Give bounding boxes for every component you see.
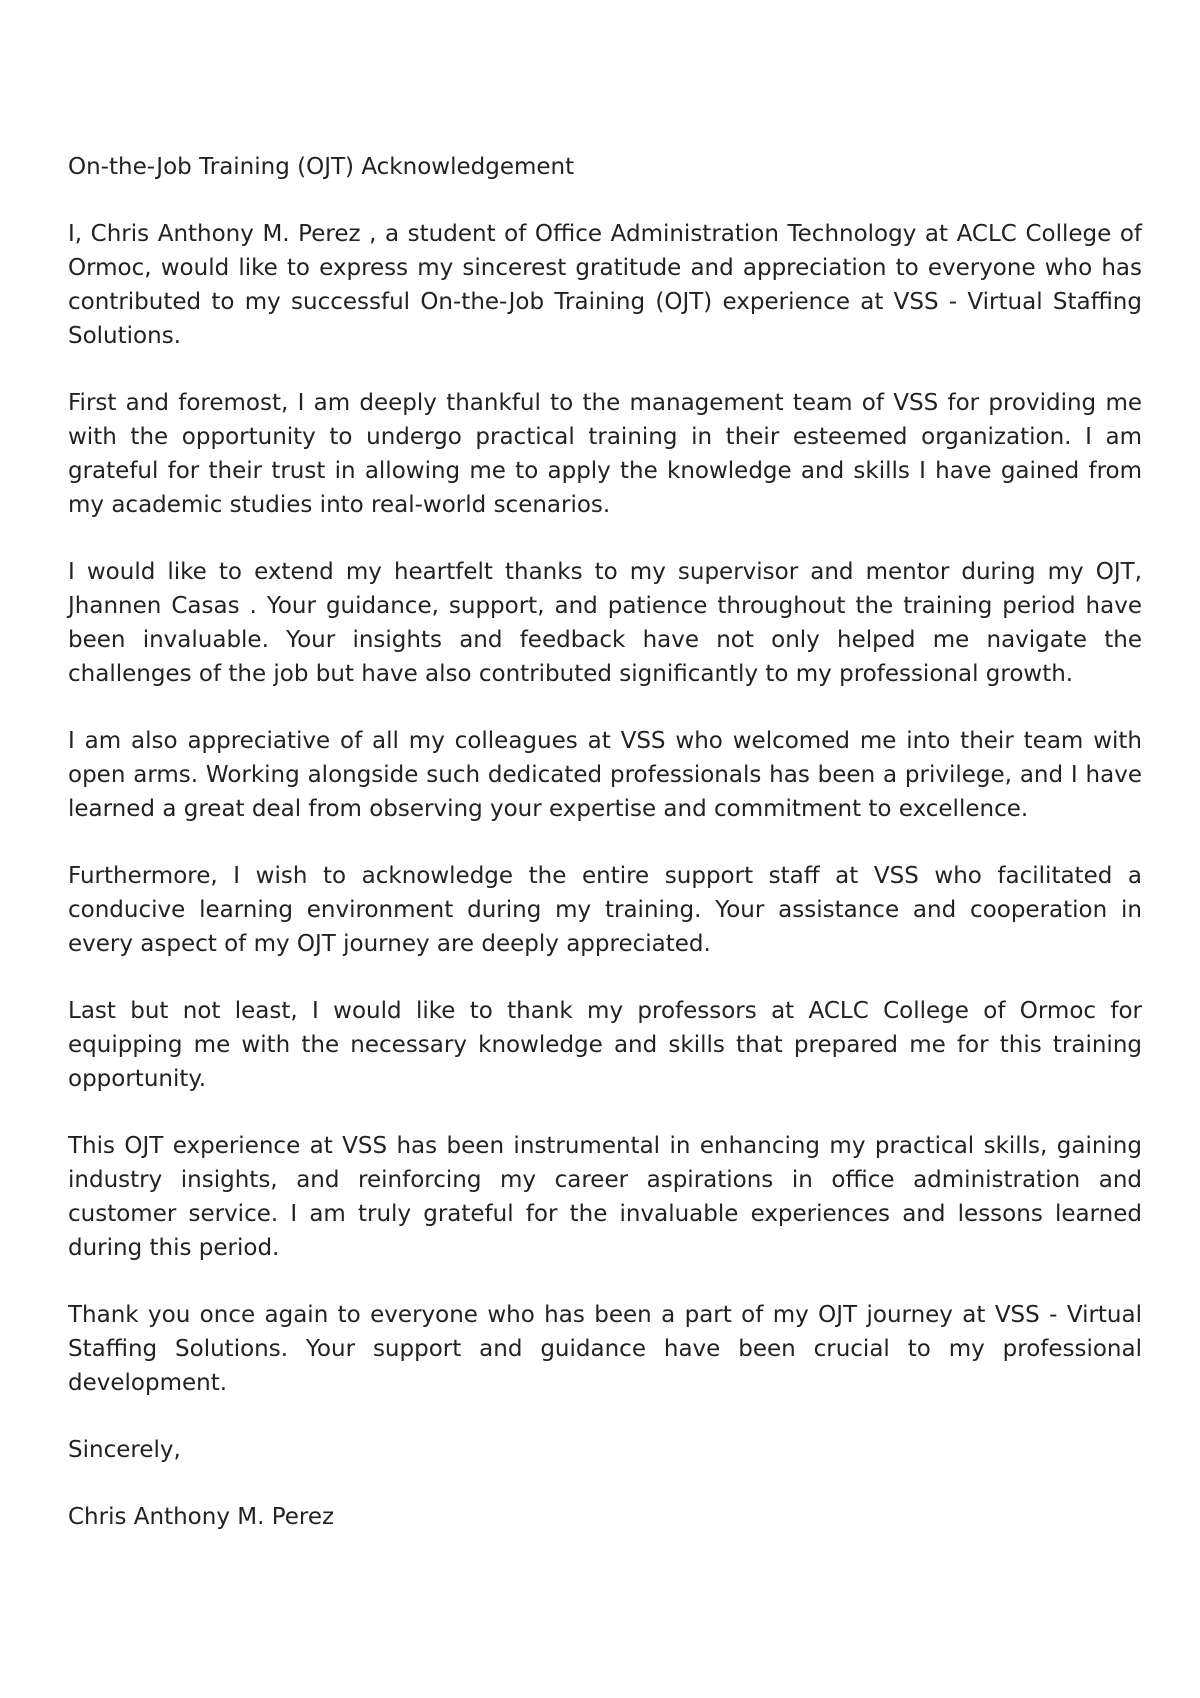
paragraph-support-staff-thanks: Furthermore, I wish to acknowledge the entire support staff at VSS who facilitated a conducive learning environment during my training. Your assistance and cooperation in every aspect of my OJT journey are deeply appreciated. (68, 863, 1142, 957)
paragraph-supervisor-thanks: I would like to extend my heartfelt thanks to my supervisor and mentor during my OJT, Jhannen Casas . Your guidance, support, and patience throughout the training period have been invaluable. Your insights and feedback have not only helped me navigate the challenges of the job but have also contributed significantly to my professional growth. (68, 559, 1142, 687)
paragraph-colleagues-thanks: I am also appreciative of all my colleagues at VSS who welcomed me into their team with open arms. Working alongside such dedicated professionals has been a privilege, and I have learned a great deal from observing your expertise and commitment to excellence. (68, 728, 1142, 822)
letter-body (68, 150, 1142, 1534)
paragraph-experience-summary: This OJT experience at VSS has been instrumental in enhancing my practical skills, gaining industry insights, and reinforcing my career aspirations in office administration and customer service. I am truly grateful for the invaluable experiences and lessons learned during this period. (68, 1133, 1142, 1261)
paragraph-introduction: I, Chris Anthony M. Perez , a student of Office Administration Technology at ACLC College of Ormoc, would like to express my sincerest gratitude and appreciation to everyone who has contributed to my successful On-the-Job Training (OJT) experience at VSS - Virtual Staffing Solutions. (68, 221, 1142, 349)
document-title: On-the-Job Training (OJT) Acknowledgement (68, 154, 575, 180)
paragraph-professors-thanks: Last but not least, I would like to thank my professors at ACLC College of Ormoc for equipping me with the necessary knowledge and skills that prepared me for this training opportunity. (68, 998, 1142, 1092)
paragraph-management-thanks: First and foremost, I am deeply thankful to the management team of VSS for providing me with the opportunity to undergo practical training in their esteemed organization. I am grateful for their trust in allowing me to apply the knowledge and skills I have gained from my academic studies into real-world scenarios. (68, 390, 1142, 518)
closing-salutation: Sincerely, (68, 1437, 181, 1463)
signature-name: Chris Anthony M. Perez (68, 1504, 335, 1530)
paragraph-final-thanks: Thank you once again to everyone who has been a part of my OJT journey at VSS - Virtual Staffing Solutions. Your support and guidance have been crucial to my professional development. (68, 1302, 1142, 1396)
